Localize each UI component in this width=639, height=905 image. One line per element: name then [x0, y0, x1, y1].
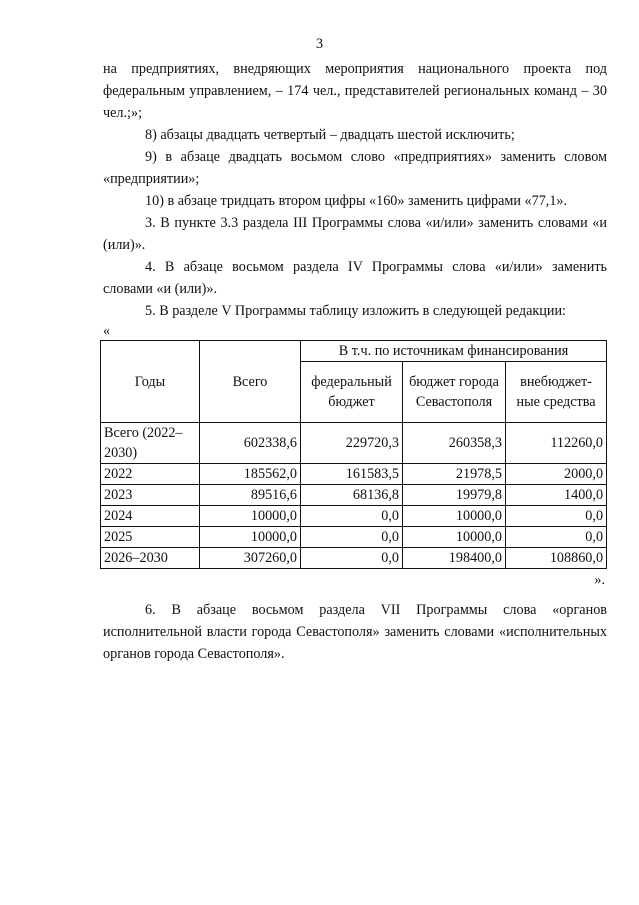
cell-federal: 0,0	[301, 506, 403, 527]
cell-year: Всего (2022–2030)	[101, 423, 200, 464]
cell-federal: 161583,5	[301, 464, 403, 485]
header-total: Всего	[200, 341, 301, 423]
cell-total: 307260,0	[200, 548, 301, 569]
cell-total: 10000,0	[200, 527, 301, 548]
cell-total: 10000,0	[200, 506, 301, 527]
cell-extra: 0,0	[506, 506, 607, 527]
table-row	[101, 485, 607, 506]
cell-year: 2025	[101, 527, 200, 548]
cell-federal: 229720,3	[301, 423, 403, 464]
cell-total: 89516,6	[200, 485, 301, 506]
cell-total: 602338,6	[200, 423, 301, 464]
cell-federal: 68136,8	[301, 485, 403, 506]
cell-year: 2023	[101, 485, 200, 506]
cell-federal: 0,0	[301, 527, 403, 548]
paragraph-continuation: на предприятиях, внедряющих мероприятия национального проекта под федеральным управлением, – 174 чел., представителей региональных команд – 30 чел.;»;	[103, 61, 607, 121]
cell-city: 198400,0	[403, 548, 506, 569]
page-number: 3	[315, 36, 324, 52]
cell-extra: 2000,0	[506, 464, 607, 485]
paragraph-point-4: 4. В абзаце восьмом раздела IV Программы слова «и/или» заменить словами «и (или)».	[103, 259, 607, 297]
cell-year: 2026–2030	[101, 548, 200, 569]
paragraph-point-3: 3. В пункте 3.3 раздела III Программы слова «и/или» заменить словами «и (или)».	[103, 215, 607, 253]
paragraph-point-5: 5. В разделе V Программы таблицу изложить в следующей редакции:	[145, 303, 566, 319]
cell-city: 10000,0	[403, 527, 506, 548]
table-row	[101, 506, 607, 527]
header-federal: федеральный бюджет	[301, 362, 403, 423]
paragraph-item-10: 10) в абзаце тридцать втором цифры «160» заменить цифрами «77,1».	[145, 193, 568, 209]
table-row	[101, 423, 607, 464]
paragraph-point-6: 6. В абзаце восьмом раздела VII Программы слова «органов исполнительной власти города Севастополя» заменить словами «исполнительных органов города Севастополя».	[103, 602, 607, 662]
paragraph-item-8: 8) абзацы двадцать четвертый – двадцать шестой исключить;	[145, 127, 515, 143]
cell-year: 2024	[101, 506, 200, 527]
financing-table	[100, 340, 607, 569]
cell-city: 19979,8	[403, 485, 506, 506]
cell-federal: 0,0	[301, 548, 403, 569]
table-row	[101, 548, 607, 569]
cell-city: 10000,0	[403, 506, 506, 527]
cell-city: 260358,3	[403, 423, 506, 464]
cell-extra: 108860,0	[506, 548, 607, 569]
header-city: бюджет города Севастополя	[403, 362, 506, 423]
table-row	[101, 464, 607, 485]
header-years: Годы	[101, 341, 200, 423]
table-row	[101, 527, 607, 548]
cell-extra: 1400,0	[506, 485, 607, 506]
paragraph-item-9: 9) в абзаце двадцать восьмом слово «предприятиях» заменить словом «предприятии»;	[103, 149, 607, 187]
cell-city: 21978,5	[403, 464, 506, 485]
document-body	[103, 58, 607, 665]
header-extra: внебюджет-ные средства	[506, 362, 607, 423]
cell-extra: 112260,0	[506, 423, 607, 464]
cell-year: 2022	[101, 464, 200, 485]
cell-extra: 0,0	[506, 527, 607, 548]
cell-total: 185562,0	[200, 464, 301, 485]
quote-open-mark: «	[103, 323, 111, 339]
quote-close-mark: ».	[594, 572, 605, 588]
header-sources-group: В т.ч. по источникам финансирования	[301, 341, 607, 362]
